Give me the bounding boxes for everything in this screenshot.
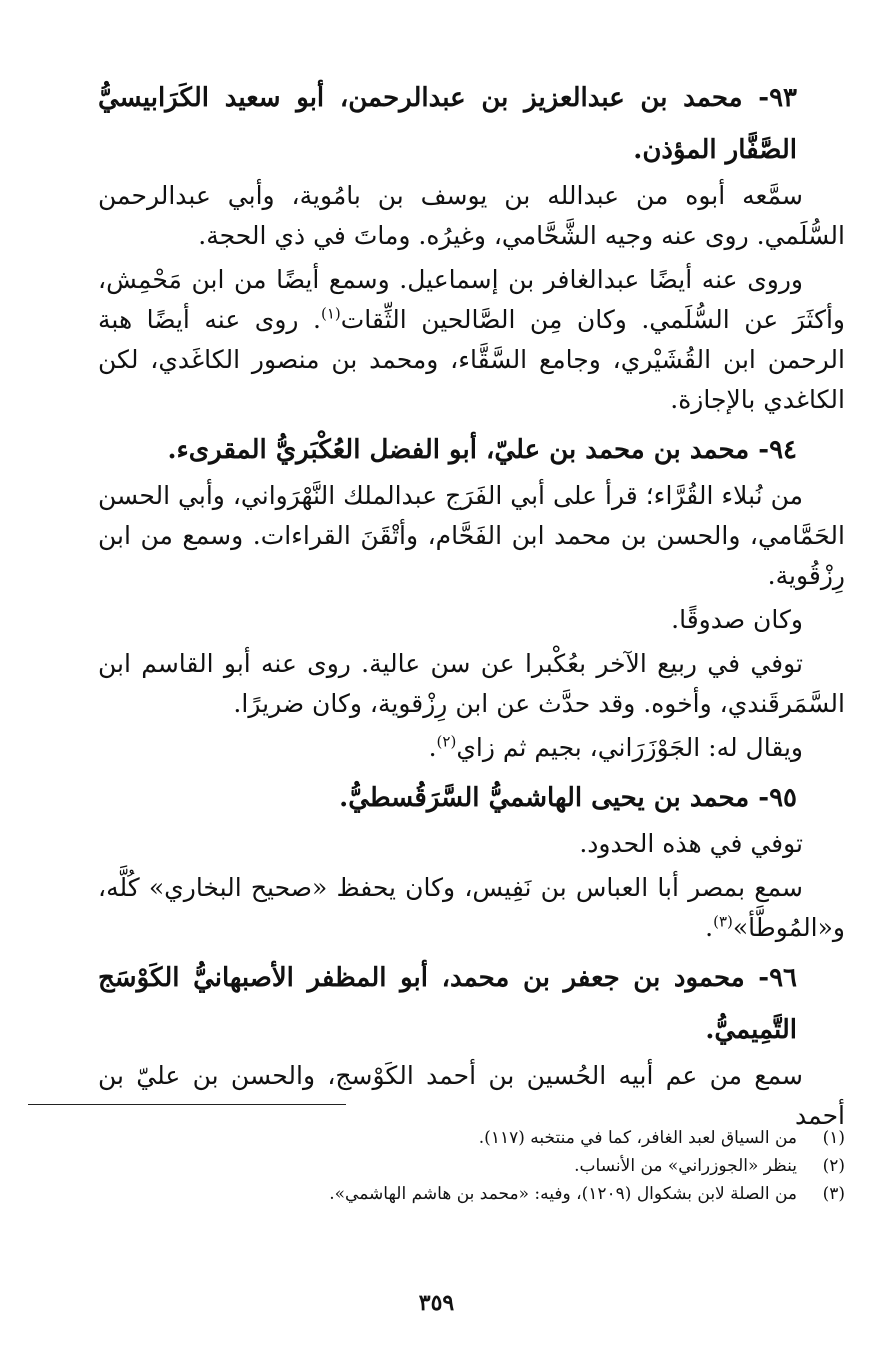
footnote-number: (٣) — [822, 1184, 845, 1204]
entry-94-paragraph-1: من نُبلاء القُرَّاء؛ قرأ على أبي الفَرَج عبدالملك النَّهْرَواني، وأبي الحسن الحَمَّامي، والحسن بن محمد ابن الفَحَّام، وأتْقَنَ القراءات. وسمع من ابن رِزْقُوية. — [98, 481, 845, 590]
entry-94-paragraph-4 — [98, 728, 845, 768]
page-number: ٣٥٩ — [418, 1290, 455, 1316]
entry-94-title: ٩٤- محمد بن محمد بن عليّ، أبو الفضل العُكْبَريُّ المقرىء. — [167, 435, 797, 465]
entry-94-paragraph-3: توفي في ربيع الآخر بعُكْبرا عن سن عالية. روى عنه أبو القاسم ابن السَّمَرقَندي، وأخوه. وقد حدَّث عن ابن رِزْقوية، وكان ضريرًا. — [98, 649, 845, 718]
footnote-item-2 — [98, 1152, 845, 1180]
footnote-number: (٢) — [822, 1156, 845, 1176]
footnote-ref-1[interactable]: (١) — [320, 304, 341, 323]
entry-93-paragraph-2 — [98, 260, 845, 420]
footnote-text: من السياق لعبد الغافر، كما في منتخبه (١١٧). — [478, 1128, 797, 1148]
entry-95-paragraph-2-text: سمع بمصر أبا العباس بن نَفِيس، وكان يحفظ «صحيح البخاري» كُلَّه، و«المُوطَّأ» — [98, 873, 845, 942]
entry-93-paragraph-3-text: روى عنه أيضًا هبة الرحمن ابن القُشَيْري، وجامع السَّقَّاء، ومحمد بن منصور الكاغَدي، لكن الكاغدي بالإجازة. — [98, 305, 845, 414]
footnote-ref-2[interactable]: (٢) — [436, 732, 457, 751]
entry-96-paragraph-1: سمع من عم أبيه الحُسين بن أحمد الكَوْسج، والحسن بن عليّ بن أحمد — [98, 1061, 845, 1130]
entry-93-paragraph-1: سمَّعه أبوه من عبدالله بن يوسف بن بامُوية، وأبي عبدالرحمن السُّلَمي. روى عنه وجيه الشَّحَّامي، وغيرُه. وماتَ في ذي الحجة. — [98, 181, 845, 250]
entry-94-paragraph-2: وكان صدوقًا. — [671, 605, 803, 634]
footnote-number: (١) — [822, 1128, 845, 1148]
entry-95-paragraph-2 — [98, 868, 845, 948]
footnotes-section — [98, 1124, 845, 1208]
footnote-text: ينظر «الجوزراني» من الأنساب. — [574, 1156, 797, 1176]
footnote-item-3 — [98, 1180, 845, 1208]
entry-93-title: ٩٣- محمد بن عبدالعزيز بن عبدالرحمن، أبو سعيد الكَرَابيسيُّ الصَّفَّار المؤذن. — [98, 83, 797, 165]
entry-94-paragraph-4-text: ويقال له: الجَوْزَرَاني، بجيم ثم زاي — [456, 733, 803, 762]
footnote-divider — [28, 1104, 346, 1105]
book-page-body — [98, 72, 845, 1140]
footnote-ref-3[interactable]: (٣) — [713, 912, 733, 931]
entry-93-paragraph-2-text: وروى عنه أيضًا عبدالغافر بن إسماعيل. وسمع أيضًا من ابن مَحْمِش، وأكثَرَ عن السُّلَمي. وكان مِن الصَّالحين الثِّقات — [98, 265, 845, 334]
footnote-item-1 — [98, 1124, 845, 1152]
entry-95-paragraph-1: توفي في هذه الحدود. — [579, 829, 803, 858]
entry-93-paragraph-2-period: . — [313, 305, 321, 334]
entry-94-paragraph-4-period: . — [428, 733, 437, 762]
entry-95-title: ٩٥- محمد بن يحيى الهاشميُّ السَّرَقُسطيُّ. — [339, 783, 797, 813]
entry-95-paragraph-2-period: . — [705, 913, 714, 942]
footnote-text: من الصلة لابن بشكوال (١٢٠٩)، وفيه: «محمد بن هاشم الهاشمي». — [329, 1184, 797, 1204]
entry-96-title: ٩٦- محمود بن جعفر بن محمد، أبو المظفر الأصبهانيُّ الكَوْسَج التَّمِيميُّ. — [98, 963, 797, 1045]
